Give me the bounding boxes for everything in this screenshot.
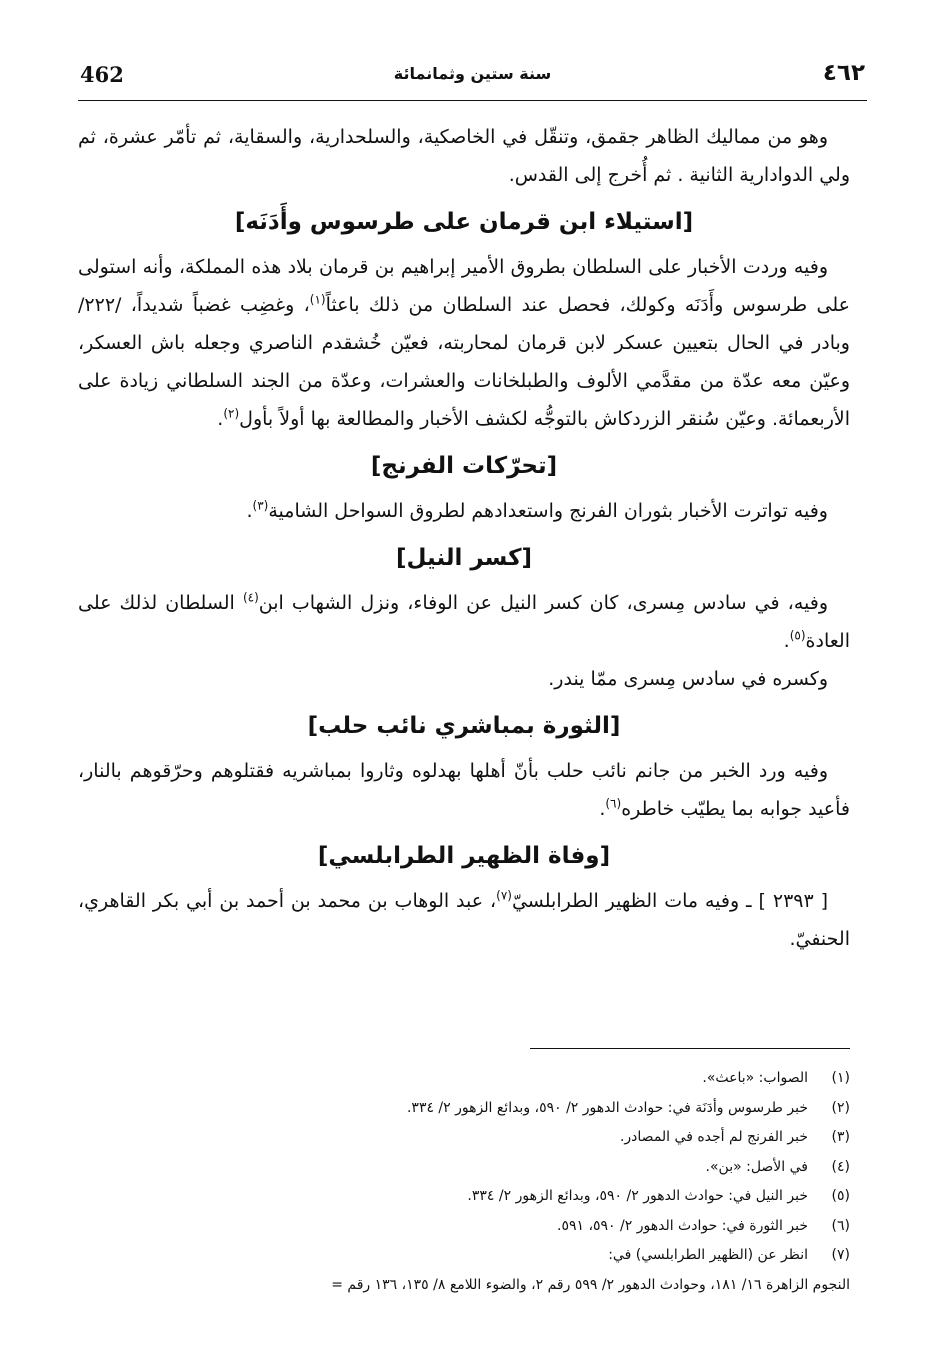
footnote-text: في الأصل: «بن». xyxy=(705,1158,808,1175)
footnote xyxy=(78,1153,850,1183)
paragraph: وكسره في سادس مِسرى ممّا يندر. xyxy=(548,668,828,690)
paragraph: وهو من مماليك الظاهر جقمق، وتنقّل في الخاصكية، والسلحدارية، والسقاية، ثم تأمّر عشرة، ثم ولي الدوادارية الثانية . ثم أُخرج إلى القدس. xyxy=(78,126,850,186)
footnote-ref: (٦) xyxy=(605,796,622,811)
page-number-latin: 462 xyxy=(80,62,124,87)
header-rule xyxy=(78,100,867,101)
footnote-separator xyxy=(530,1048,850,1049)
paragraph: وفيه وردت الأخبار على السلطان بطروق الأمير إبراهيم بن قرمان بلاد هذه المملكة، وأنه استولى على طرسوس وأَدَنَه وكولك، فحصل عند السلطان من ذلك باعثاً$^{(١)}$، وغضِب غضباً شديداً، /٢٢٢/ وبادر في الحال بتعيين عسكر لابن قرمان لمحاربته، فعيّن خُشقدم الناصري وجعله باش العسكر، وعيّن معه عدّة من مقدَّمي الألوف والطبلخانات والعشرات، وعدّة من الجند السلطاني زيادة على الأربعمائة. وعيّن سُنقر الزردكاش بالتوجُّه لكشف الأخبار والمطالعة بها أولاً بأول$^{(٢)}$. xyxy=(78,256,850,430)
footnote-text: خبر الثورة في: حوادث الدهور ٢/ ٥٩٠، ٥٩١. xyxy=(557,1217,808,1234)
footnote-number: (١) xyxy=(831,1070,850,1086)
footnote-ref: (٣) xyxy=(252,498,269,513)
paragraph: وفيه ورد الخبر من جانم نائب حلب بأنّ أهلها بهدلوه وثاروا بمباشريه فقتلوهم وحرّقوهم بالنار، فأعيد جوابه بما يطيّب خاطره$^{(٦)}$. xyxy=(78,760,850,820)
section-heading: [تحرّكات الفرنج] xyxy=(370,453,558,479)
footnote xyxy=(78,1123,850,1153)
running-title: سنة ستين وثمانمائة xyxy=(393,64,552,83)
page-number-arabic: ٤٦٢ xyxy=(822,60,865,86)
footnotes xyxy=(78,1064,850,1300)
footnote-number: (٦) xyxy=(831,1217,850,1234)
footnote-text: خبر طرسوس وأدَنَة في: حوادث الدهور ٢/ ٥٩٠، وبدائع الزهور ٢/ ٣٣٤. xyxy=(406,1099,808,1116)
footnote xyxy=(78,1241,850,1271)
section-heading: [وفاة الظهير الطرابلسي] xyxy=(317,843,611,869)
footnote-number: (٣) xyxy=(831,1129,850,1145)
footnote-ref: (٢) xyxy=(223,406,240,421)
page-header xyxy=(78,58,867,98)
paragraph: وفيه تواترت الأخبار بثوران الفرنج واستعدادهم لطروق السواحل الشامية$^{(٣)}$. xyxy=(246,498,828,522)
section-heading: [استيلاء ابن قرمان على طرسوس وأَدَنَه] xyxy=(234,209,694,235)
footnote-ref: (٥) xyxy=(789,628,806,643)
section-heading: [الثورة بمباشري نائب حلب] xyxy=(307,713,621,739)
section-heading: [كسر النيل] xyxy=(396,545,532,571)
footnote-number: (٢) xyxy=(831,1099,850,1116)
footnote-text: انظر عن (الظهير الطرابلسي) في: xyxy=(608,1247,808,1263)
paragraph: وفيه، في سادس مِسرى، كان كسر النيل عن الوفاء، ونزل الشهاب ابن$^{(٤)}$ السلطان لذلك على العادة$^{(٥)}$. xyxy=(78,590,850,652)
footnote-number: (٧) xyxy=(831,1247,850,1263)
footnote-number: (٤) xyxy=(831,1158,850,1175)
footnote-ref: (١) xyxy=(309,292,326,307)
footnote xyxy=(78,1064,850,1094)
footnote-ref: (٤) xyxy=(242,590,259,605)
paragraph: [ ٢٣٩٣ ] ـ وفيه مات الظهير الطرابلسيّ$^{(٧)}$، عبد الوهاب بن محمد بن أحمد بن أبي بكر القاهري، الحنفيّ. xyxy=(78,888,850,950)
footnote xyxy=(78,1182,850,1212)
footnote-text: خبر النيل في: حوادث الدهور ٢/ ٥٩٠، وبدائع الزهور ٢/ ٣٣٤. xyxy=(467,1188,808,1204)
footnote xyxy=(78,1094,850,1124)
footnote xyxy=(78,1212,850,1242)
footnote-text: خبر الفرنج لم أجده في المصادر. xyxy=(619,1129,808,1145)
main-text xyxy=(78,118,850,958)
footnote-text: الصواب: «باعث». xyxy=(702,1070,808,1086)
footnote-continuation: النجوم الزاهرة ١٦/ ١٨١، وحوادث الدهور ٢/ ٥٩٩ رقم ٢، والضوء اللامع ٨/ ١٣٥، ١٣٦ رقم = xyxy=(331,1276,850,1293)
footnote-ref: (٧) xyxy=(496,888,512,903)
footnote-number: (٥) xyxy=(831,1188,850,1204)
